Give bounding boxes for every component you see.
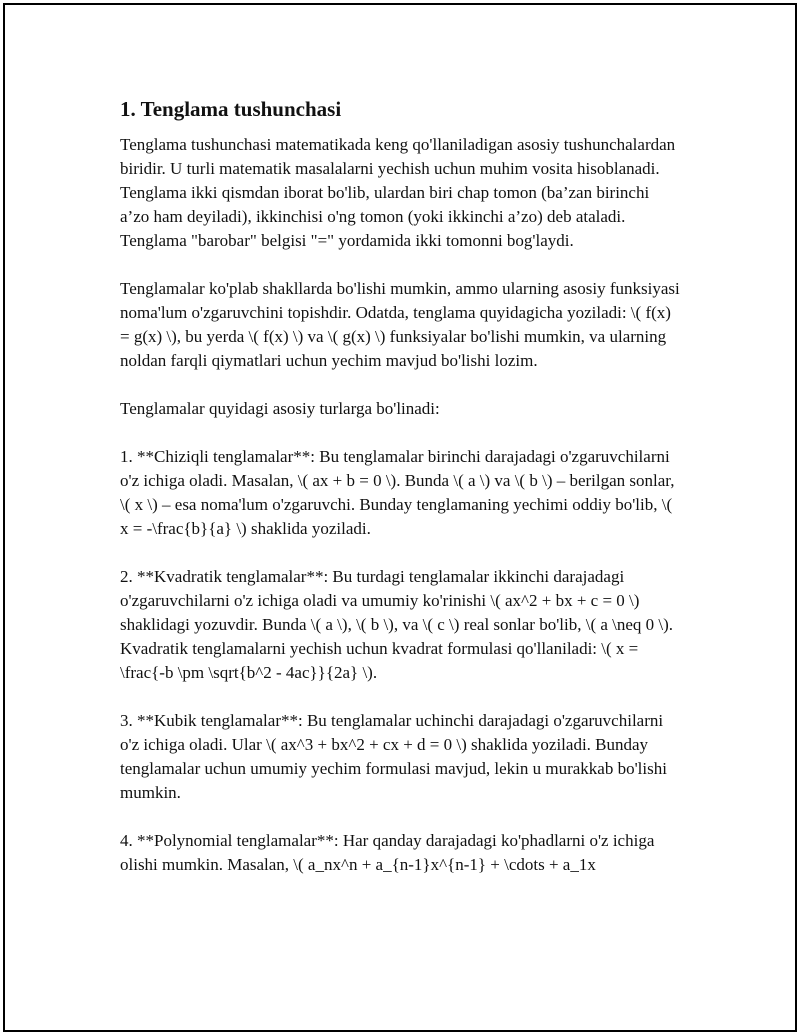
document-page	[3, 3, 797, 1032]
paragraph-cubic: 3. **Kubik tenglamalar**: Bu tenglamalar uchinchi darajadagi o'zgaruvchilarni o'z ichiga oladi. Ular \( ax^3 + bx^2 + cx + d = 0 \) shaklida yoziladi. Bunday tenglamalar uchun umumiy yechim formulasi mavjud, lekin u murakkab bo'lishi mumkin.	[120, 711, 667, 802]
paragraph-linear: 1. **Chiziqli tenglamalar**: Bu tenglamalar birinchi darajadagi o'zgaruvchilarni o'z ichiga oladi. Masalan, \( ax + b = 0 \). Bunda \( a \) va \( b \) – berilgan sonlar, \( x \) – esa noma'lum o'zgaruvchi. Bunday tenglamaning yechimi oddiy bo'lib, \( x = -\frac{b}{a} \) shaklida yoziladi.	[120, 447, 675, 538]
section-heading: 1. Tenglama tushunchasi	[120, 97, 342, 121]
paragraph-types-intro: Tenglamalar quyidagi asosiy turlarga bo'linadi:	[120, 399, 440, 418]
paragraph-quadratic: 2. **Kvadratik tenglamalar**: Bu turdagi tenglamalar ikkinchi darajadagi o'zgaruvchilarni o'z ichiga oladi va umumiy ko'rinishi \( ax^2 + bx + c = 0 \) shaklidagi yozuvdir. Bunda \( a \), \( b \), va \( c \) real sonlar bo'lib, \( a \neq 0 \). Kvadratik tenglamalarni yechish uchun kvadrat formulasi qo'llaniladi: \( x = \frac{-b \pm \sqrt{b^2 - 4ac}}{2a} \).	[120, 567, 674, 682]
paragraph-forms: Tenglamalar ko'plab shakllarda bo'lishi mumkin, ammo ularning asosiy funksiyasi noma'lum o'zgaruvchini topishdir. Odatda, tenglama quyidagicha yoziladi: \( f(x) = g(x) \), bu yerda \( f(x) \) va \( g(x) \) funksiyalar bo'lishi mumkin, va ularning noldan farqli qiymatlari uchun yechim mavjud bo'lishi lozim.	[120, 279, 680, 370]
document-content	[120, 95, 680, 901]
paragraph-polynomial: 4. **Polynomial tenglamalar**: Har qanday darajadagi ko'phadlarni o'z ichiga olishi mumkin. Masalan, \( a_nx^n + a_{n-1}x^{n-1} + \cdots + a_1x	[120, 831, 655, 874]
paragraph-intro: Tenglama tushunchasi matematikada keng qo'llaniladigan asosiy tushunchalardan biridir. U turli matematik masalalarni yechish uchun muhim vosita hisoblanadi. Tenglama ikki qismdan iborat bo'lib, ulardan biri chap tomon (ba’zan birinchi a’zo ham deyiladi), ikkinchisi o'ng tomon (yoki ikkinchi a’zo) deb ataladi. Tenglama "barobar" belgisi "=" yordamida ikki tomonni bog'laydi.	[120, 135, 676, 250]
